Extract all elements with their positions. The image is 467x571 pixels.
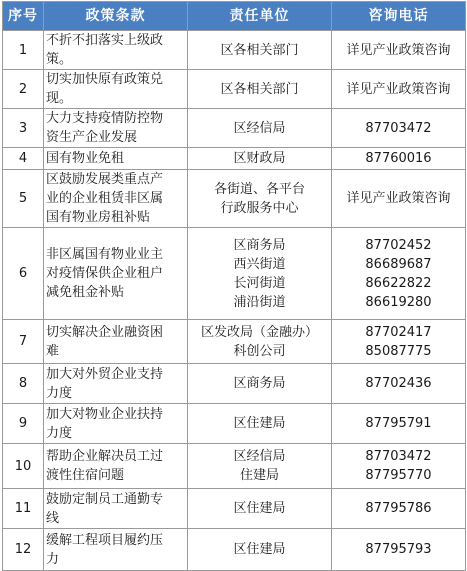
unit-cell-line: 区住建局: [233, 501, 286, 516]
unit-cell-line: 区商务局: [233, 376, 286, 391]
policy-cell-line: 渡性住宿问题: [46, 468, 125, 483]
policy-cell-line: 鼓励定制员工通勤专: [46, 491, 164, 507]
row-number: 12: [3, 529, 44, 571]
policy-cell-line: 力: [46, 551, 60, 567]
unit-cell-line: 区商务局: [233, 237, 286, 253]
header-unit: 责任单位: [188, 2, 332, 31]
phone-cell-line: 87795791: [365, 416, 432, 431]
unit-cell: [188, 320, 332, 364]
policy-cell-line: 切实加快原有政策兑: [46, 72, 164, 87]
header-phone: 咨询电话: [332, 2, 466, 31]
phone-cell-line: 87795793: [365, 542, 432, 557]
phone-cell-line: 详见产业政策咨询: [346, 42, 451, 58]
policy-cell-line: 现。: [46, 91, 73, 106]
policy-cell: [44, 148, 188, 170]
row-number: 5: [3, 170, 44, 228]
row-number: 6: [3, 228, 44, 320]
policy-cell-line: 减免租金补贴: [46, 285, 125, 300]
unit-cell-line: 区住建局: [233, 416, 286, 431]
unit-cell-line: 住建局: [239, 468, 279, 483]
phone-cell: [332, 404, 466, 444]
policy-cell: [44, 70, 188, 109]
policy-cell-line: 大力支持疫情防控物: [46, 111, 164, 126]
unit-cell: [188, 489, 332, 529]
unit-cell: [188, 70, 332, 109]
policy-cell-line: 力度: [46, 425, 73, 441]
policy-cell-line: 业的企业租赁非区属: [46, 191, 164, 206]
table-row: [3, 529, 466, 571]
unit-cell-line: 区经信局: [233, 120, 286, 136]
phone-cell: [332, 489, 466, 529]
unit-cell-line: 区财政局: [233, 151, 286, 166]
phone-cell: [332, 320, 466, 364]
policy-cell-line: 不折不扣落实上级政: [46, 33, 164, 48]
unit-cell-line: 行政服务中心: [220, 200, 299, 216]
phone-cell-line: 87795786: [365, 501, 432, 516]
policy-cell-line: 国有物业免租: [46, 151, 125, 166]
phone-cell: [332, 170, 466, 228]
row-number: 7: [3, 320, 44, 364]
phone-cell: [332, 228, 466, 320]
policy-contact-table: [2, 1, 466, 571]
unit-cell-line: 区发改局（金融办）: [200, 324, 318, 340]
unit-cell-line: 长河街道: [233, 275, 286, 291]
policy-cell-line: 力度: [46, 385, 73, 401]
unit-cell-line: 西兴街道: [233, 256, 286, 272]
table-row: [3, 170, 466, 228]
policy-cell: [44, 444, 188, 489]
header-policy: 政策条款: [44, 2, 188, 31]
policy-cell-line: 非区属国有物业业主: [46, 247, 164, 262]
policy-cell: [44, 320, 188, 364]
unit-cell-line: 区各相关部门: [220, 81, 299, 97]
policy-cell: [44, 31, 188, 70]
table-row: [3, 444, 466, 489]
policy-cell-line: 资生产企业发展: [46, 130, 138, 145]
policy-cell: [44, 489, 188, 529]
unit-cell-line: 区住建局: [233, 542, 286, 557]
policy-cell-line: 难: [46, 343, 60, 359]
policy-cell-line: 帮助企业解决员工过: [46, 449, 164, 464]
unit-cell-line: 各街道、各平台: [213, 181, 305, 197]
unit-cell: [188, 364, 332, 404]
policy-cell-line: 加大对外贸企业支持: [46, 366, 164, 382]
phone-cell: [332, 444, 466, 489]
unit-cell: [188, 444, 332, 489]
row-number: 10: [3, 444, 44, 489]
table-row: [3, 489, 466, 529]
policy-cell-line: 缓解工程项目履约压: [46, 532, 164, 548]
phone-cell-line: 87702417: [365, 324, 432, 340]
phone-cell: [332, 529, 466, 571]
policy-cell-line: 国有物业房租补贴: [46, 210, 151, 225]
table-row: [3, 228, 466, 320]
phone-cell-line: 87702436: [365, 376, 432, 391]
phone-cell-line: 87760016: [365, 151, 432, 166]
phone-cell: [332, 364, 466, 404]
unit-cell: [188, 31, 332, 70]
policy-cell: [44, 170, 188, 228]
policy-cell-line: 加大对物业企业扶持: [46, 406, 164, 422]
policy-cell: [44, 529, 188, 571]
row-number: 1: [3, 31, 44, 70]
unit-cell: [188, 148, 332, 170]
phone-cell: [332, 148, 466, 170]
unit-cell-line: 科创公司: [233, 343, 286, 359]
policy-cell-line: 线: [46, 510, 60, 526]
policy-cell: [44, 109, 188, 148]
policy-cell-line: 策。: [46, 52, 73, 67]
phone-cell-line: 87702452: [365, 237, 432, 253]
table-row: [3, 320, 466, 364]
phone-cell-line: 详见产业政策咨询: [346, 81, 451, 97]
unit-cell: [188, 109, 332, 148]
phone-cell-line: 87703472: [365, 449, 432, 464]
row-number: 11: [3, 489, 44, 529]
phone-cell-line: 86622822: [365, 275, 432, 291]
header-row: [3, 2, 466, 31]
table-body: [3, 31, 466, 571]
table-row: [3, 364, 466, 404]
policy-cell: [44, 364, 188, 404]
row-number: 4: [3, 148, 44, 170]
header-no: 序号: [3, 2, 44, 31]
row-number: 8: [3, 364, 44, 404]
unit-cell-line: 浦沿街道: [233, 294, 286, 310]
phone-cell-line: 85087775: [365, 343, 432, 359]
policy-cell-line: 区鼓励发展类重点产: [46, 172, 164, 187]
phone-cell-line: 86689687: [365, 256, 432, 272]
policy-cell: [44, 228, 188, 320]
unit-cell: [188, 170, 332, 228]
unit-cell: [188, 228, 332, 320]
table-row: [3, 148, 466, 170]
unit-cell-line: 区经信局: [233, 449, 286, 464]
table-row: [3, 109, 466, 148]
phone-cell-line: 87795770: [365, 468, 432, 483]
phone-cell-line: 详见产业政策咨询: [346, 191, 451, 206]
unit-cell: [188, 529, 332, 571]
phone-cell-line: 87703472: [365, 120, 432, 136]
phone-cell: [332, 109, 466, 148]
phone-cell-line: 86619280: [365, 294, 432, 310]
row-number: 9: [3, 404, 44, 444]
phone-cell: [332, 31, 466, 70]
table-row: [3, 70, 466, 109]
unit-cell-line: 区各相关部门: [220, 42, 299, 58]
table-row: [3, 404, 466, 444]
row-number: 3: [3, 109, 44, 148]
policy-cell-line: 切实解决企业融资困: [46, 324, 164, 340]
phone-cell: [332, 70, 466, 109]
row-number: 2: [3, 70, 44, 109]
unit-cell: [188, 404, 332, 444]
table-header: [3, 2, 466, 31]
policy-cell: [44, 404, 188, 444]
policy-cell-line: 对疫情保供企业租户: [46, 266, 164, 281]
table-row: [3, 31, 466, 70]
